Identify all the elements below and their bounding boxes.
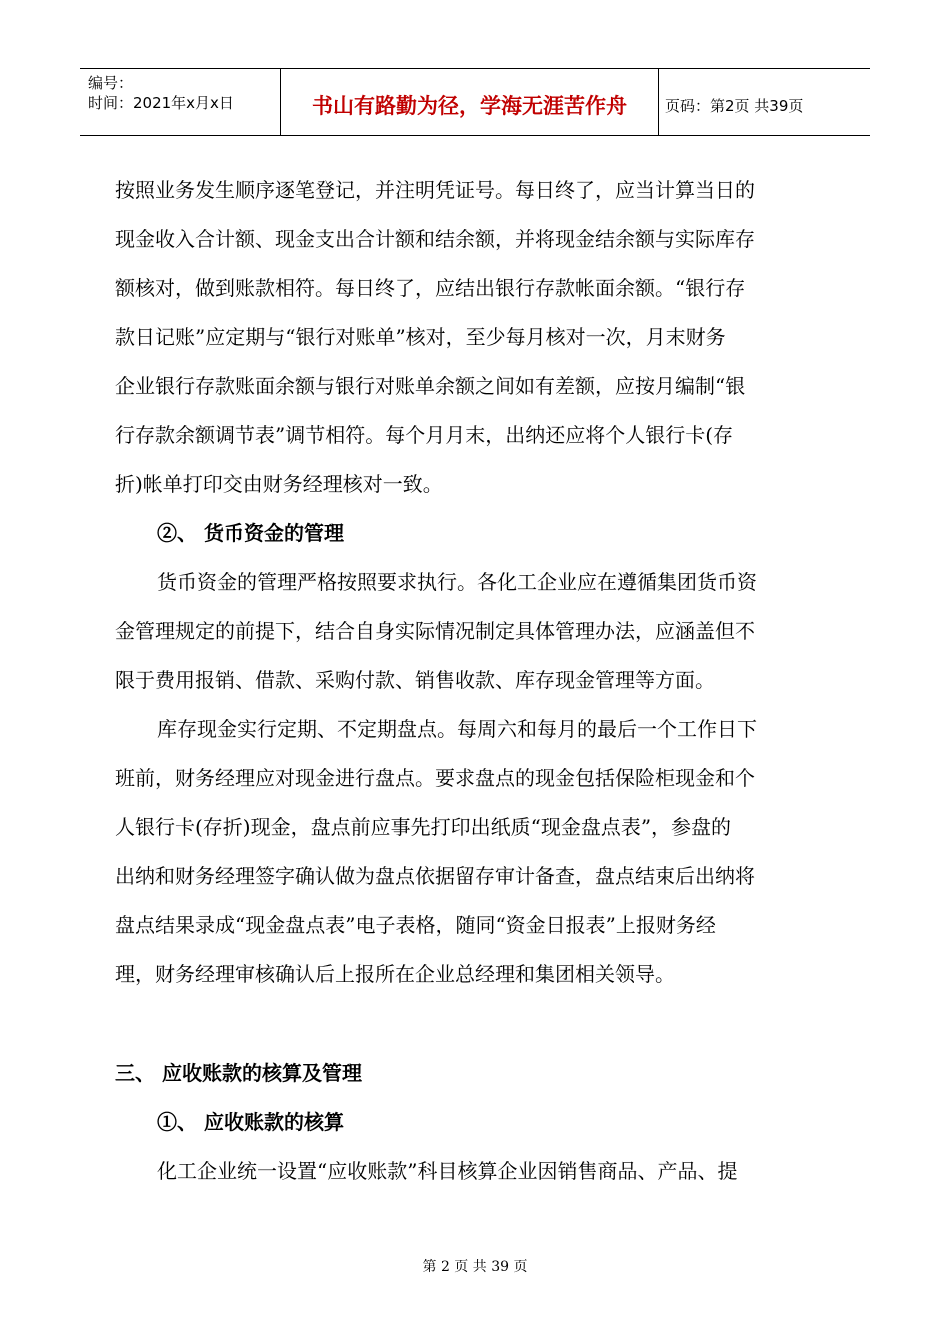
text-line: 化工企业统一设置“应收账款”科目核算企业因销售商品、产品、提 bbox=[157, 1159, 738, 1183]
text-line: 行存款余额调节表”调节相符。每个月月末，出纳还应将个人银行卡(存 bbox=[115, 423, 734, 447]
paragraph-money-management bbox=[115, 558, 837, 705]
text-line: 折)帐单打印交由财务经理核对一致。 bbox=[115, 472, 443, 496]
text-line: 现金收入合计额、现金支出合计额和结余额，并将现金结余额与实际库存 bbox=[115, 227, 755, 251]
paragraph-receivables bbox=[115, 1147, 837, 1196]
text-line: 理，财务经理审核确认后上报所在企业总经理和集团相关领导。 bbox=[115, 962, 675, 986]
document-body bbox=[115, 166, 837, 1196]
text-line: 库存现金实行定期、不定期盘点。每周六和每月的最后一个工作日下 bbox=[157, 717, 757, 741]
heading-section-receivables: 三、 应收账款的核算及管理 bbox=[115, 1061, 362, 1085]
paragraph-cash-count bbox=[115, 705, 837, 999]
section-spacer bbox=[115, 999, 837, 1049]
text-line: 限于费用报销、借款、采购付款、销售收款、库存现金管理等方面。 bbox=[115, 668, 715, 692]
header-motto: 书山有路勤为径，学海无涯苦作舟 bbox=[281, 69, 659, 135]
header-info-cell bbox=[80, 69, 281, 135]
heading-receivables-accounting: ①、 应收账款的核算 bbox=[157, 1110, 344, 1134]
text-line: 货币资金的管理严格按照要求执行。各化工企业应在遵循集团货币资 bbox=[157, 570, 757, 594]
text-line: 款日记账”应定期与“银行对账单”核对，至少每月核对一次，月末财务 bbox=[115, 325, 726, 349]
document-number-label: 编号： bbox=[88, 74, 134, 92]
text-line: 盘点结果录成“现金盘点表”电子表格，随同“资金日报表”上报财务经 bbox=[115, 913, 716, 937]
text-line: 班前，财务经理应对现金进行盘点。要求盘点的现金包括保险柜现金和个 bbox=[115, 766, 755, 790]
text-line: 按照业务发生顺序逐笔登记，并注明凭证号。每日终了，应当计算当日的 bbox=[115, 178, 755, 202]
document-date-label: 时间：2021年x月x日 bbox=[88, 94, 234, 112]
text-line: 额核对，做到账款相符。每日终了，应结出银行存款帐面余额。“银行存 bbox=[115, 276, 746, 300]
heading-money-management: ②、 货币资金的管理 bbox=[157, 521, 344, 545]
text-line: 出纳和财务经理签字确认做为盘点依据留存审计备查，盘点结束后出纳将 bbox=[115, 864, 755, 888]
header-page-code: 页码：第2页 共39页 bbox=[665, 96, 804, 115]
text-line: 人银行卡(存折)现金，盘点前应事先打印出纸质“现金盘点表”，参盘的 bbox=[115, 815, 732, 839]
paragraph-cash-journal bbox=[115, 166, 837, 509]
page-footer: 第 2 页 共 39 页 bbox=[422, 1259, 528, 1275]
page-header bbox=[80, 68, 870, 136]
text-line: 金管理规定的前提下，结合自身实际情况制定具体管理办法，应涵盖但不 bbox=[115, 619, 755, 643]
text-line: 企业银行存款账面余额与银行对账单余额之间如有差额，应按月编制“银 bbox=[115, 374, 746, 398]
